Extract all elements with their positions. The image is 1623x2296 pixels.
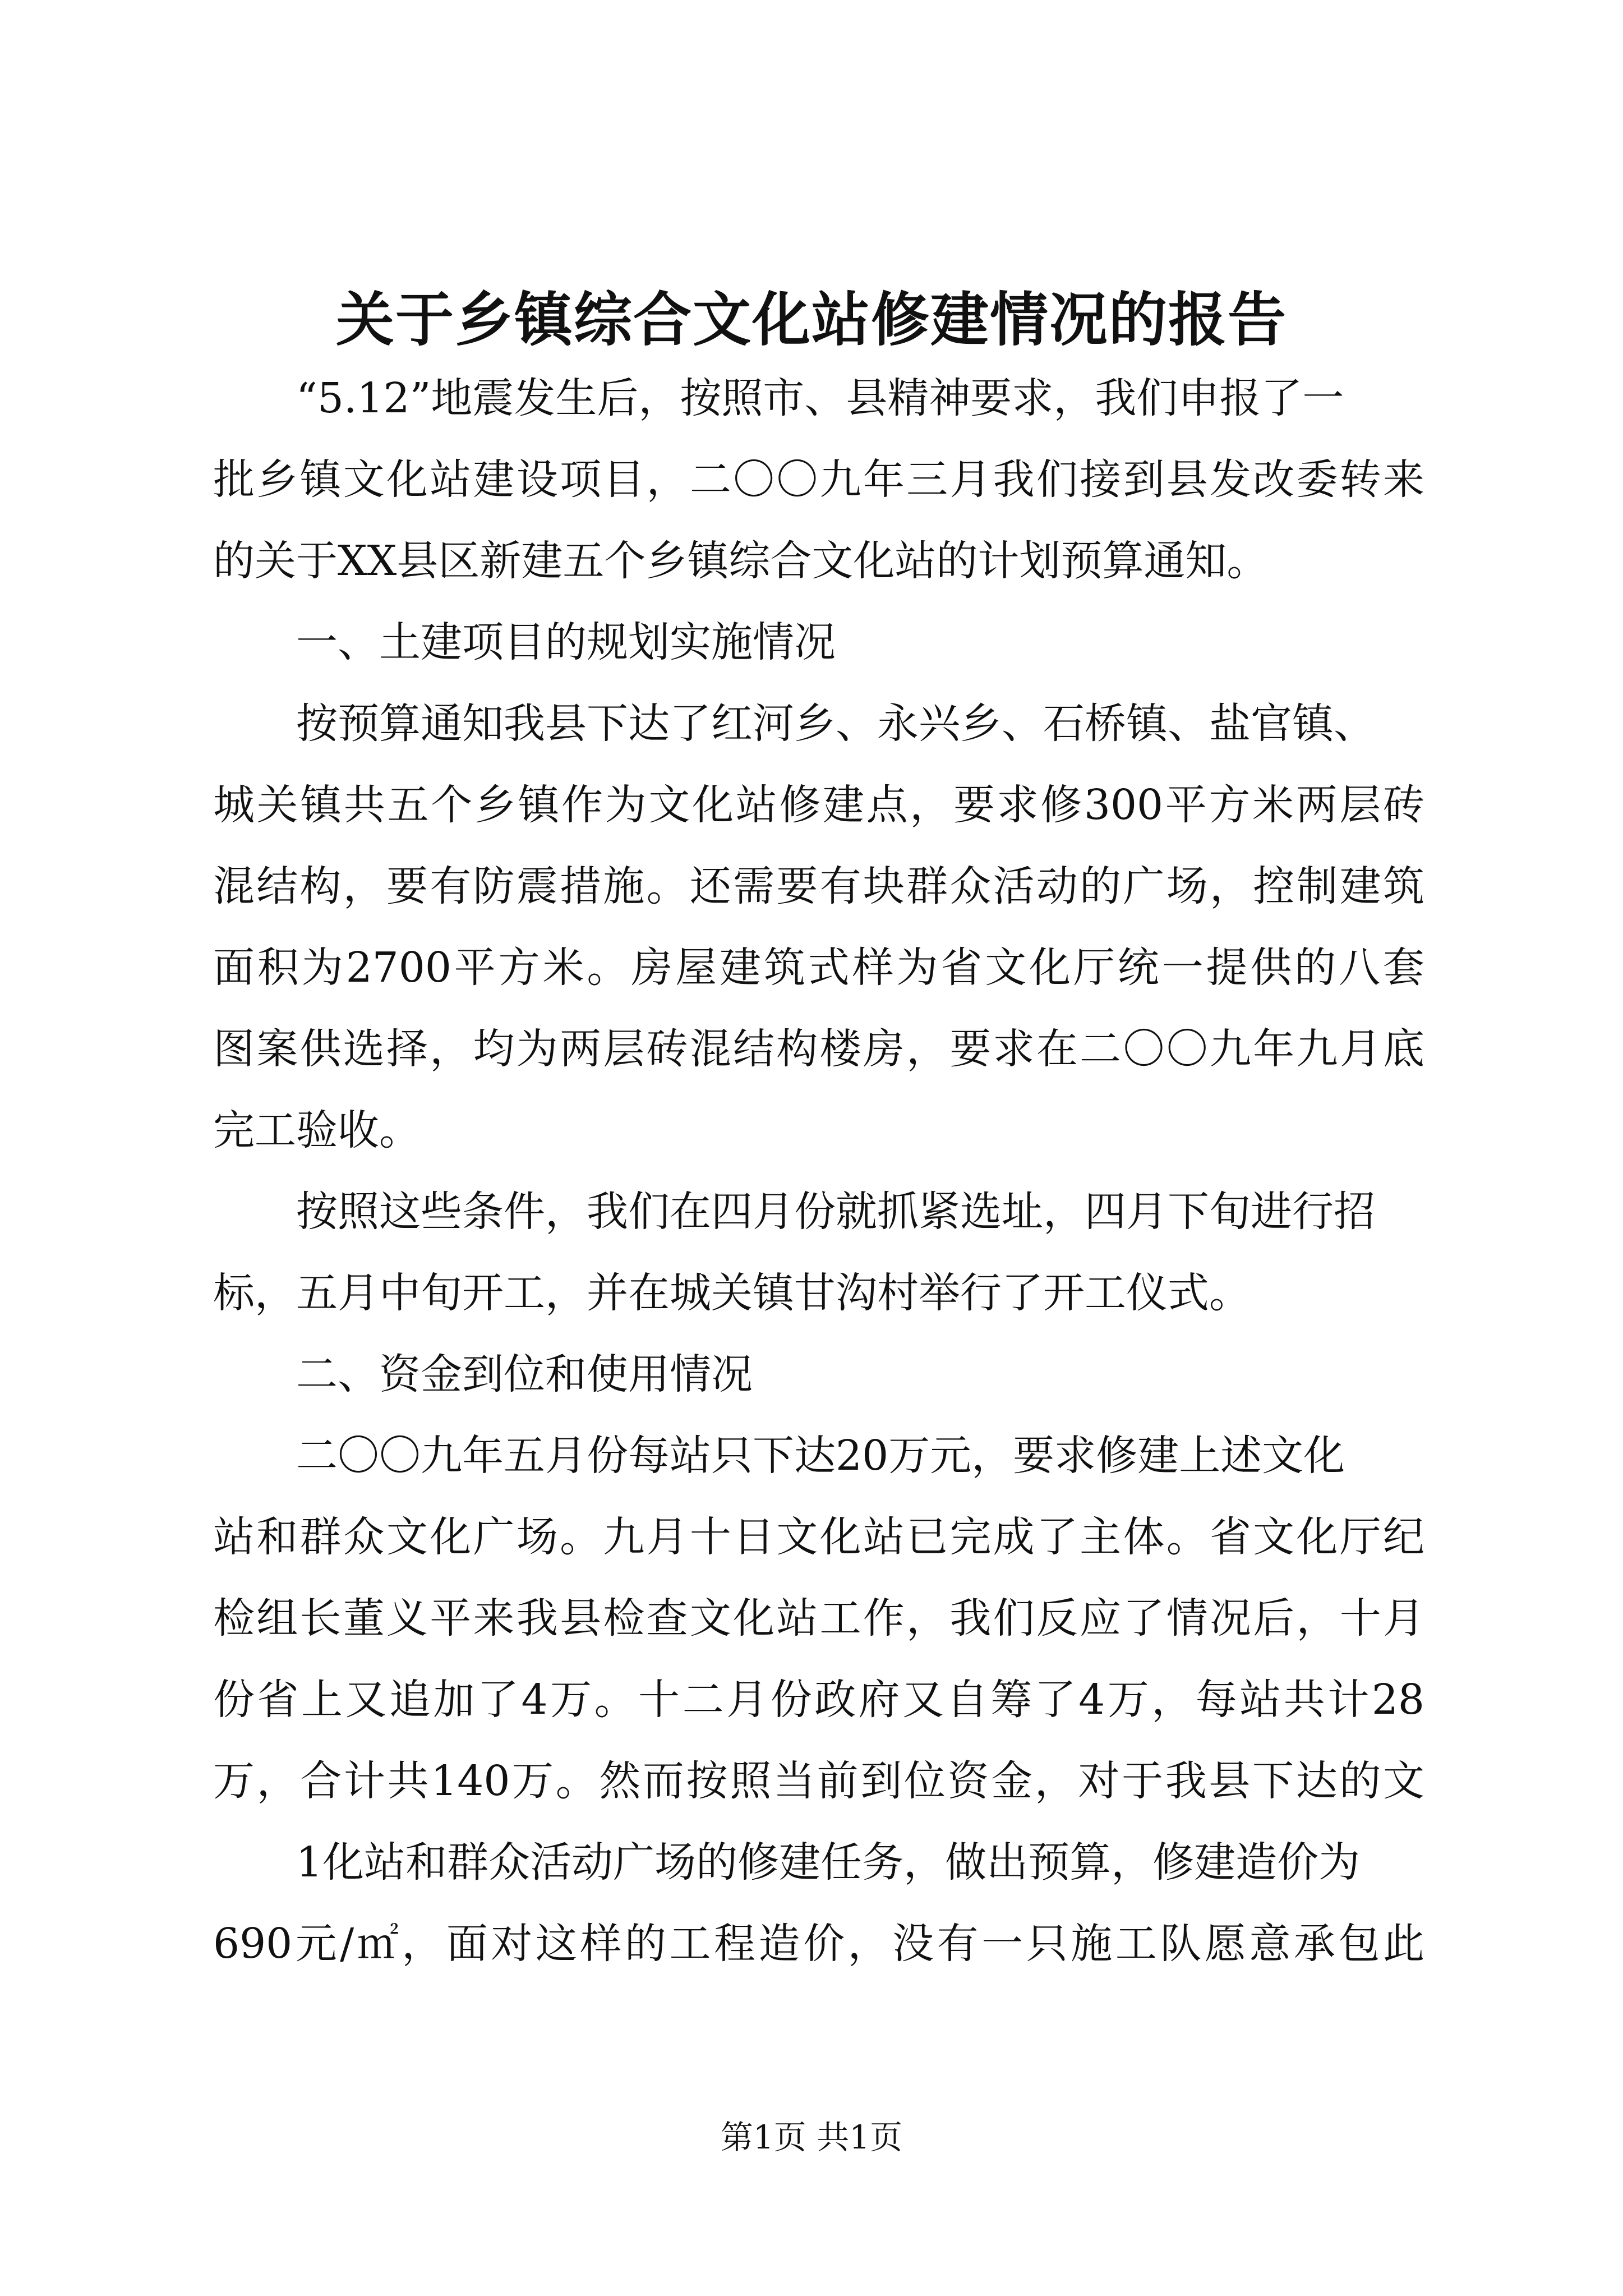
section-heading: 一、土建项目的规划实施情况	[213, 618, 836, 666]
paragraph-line: 混结构，要有防震措施。还需要有块群众活动的广场，控制建筑	[213, 862, 1424, 910]
paragraph-line: 标，五月中旬开工，并在城关镇甘沟村举行了开工仪式。	[213, 1269, 1251, 1317]
paragraph-line: 二〇〇九年五月份每站只下达20万元，要求修建上述文化	[213, 1432, 1345, 1480]
paragraph-line: 批乡镇文化站建设项目，二〇〇九年三月我们接到县发改委转来	[213, 455, 1424, 504]
paragraph-line: 完工验收。	[213, 1106, 421, 1154]
paragraph-line: 690元/㎡，面对这样的工程造价，没有一只施工队愿意承包此	[213, 1920, 1424, 1968]
paragraph-line: 的关于XX县区新建五个乡镇综合文化站的计划预算通知。	[213, 537, 1269, 585]
paragraph-line: 站和群众文化广场。九月十日文化站已完成了主体。省文化厅纪	[213, 1513, 1424, 1561]
paragraph-line: “5.12”地震发生后，按照市、县精神要求，我们申报了一	[213, 374, 1344, 422]
paragraph-line: 面积为2700平方米。房屋建筑式样为省文化厅统一提供的八套	[213, 944, 1424, 992]
paragraph-line: 图案供选择，均为两层砖混结构楼房，要求在二〇〇九年九月底	[213, 1025, 1424, 1073]
paragraph-line: 城关镇共五个乡镇作为文化站修建点，要求修300平方米两层砖	[213, 781, 1424, 829]
paragraph-line: 检组长董义平来我县检查文化站工作，我们反应了情况后，十月	[213, 1594, 1424, 1642]
section-heading: 二、资金到位和使用情况	[213, 1350, 753, 1398]
paragraph-line: 份省上又追加了4万。十二月份政府又自筹了4万，每站共计28	[213, 1676, 1424, 1724]
paragraph-line: 按预算通知我县下达了红河乡、永兴乡、石桥镇、盐官镇、	[213, 700, 1375, 748]
page-footer: 第1页 共1页	[720, 2118, 903, 2156]
paragraph-line: 按照这些条件，我们在四月份就抓紧选址，四月下旬进行招	[213, 1188, 1375, 1236]
paragraph-line: 万，合计共140万。然而按照当前到位资金，对于我县下达的文	[213, 1757, 1424, 1805]
paragraph-line: 1化站和群众活动广场的修建任务，做出预算，修建造价为	[213, 1838, 1361, 1887]
document-title: 关于乡镇综合文化站修建情况的报告	[335, 285, 1287, 354]
